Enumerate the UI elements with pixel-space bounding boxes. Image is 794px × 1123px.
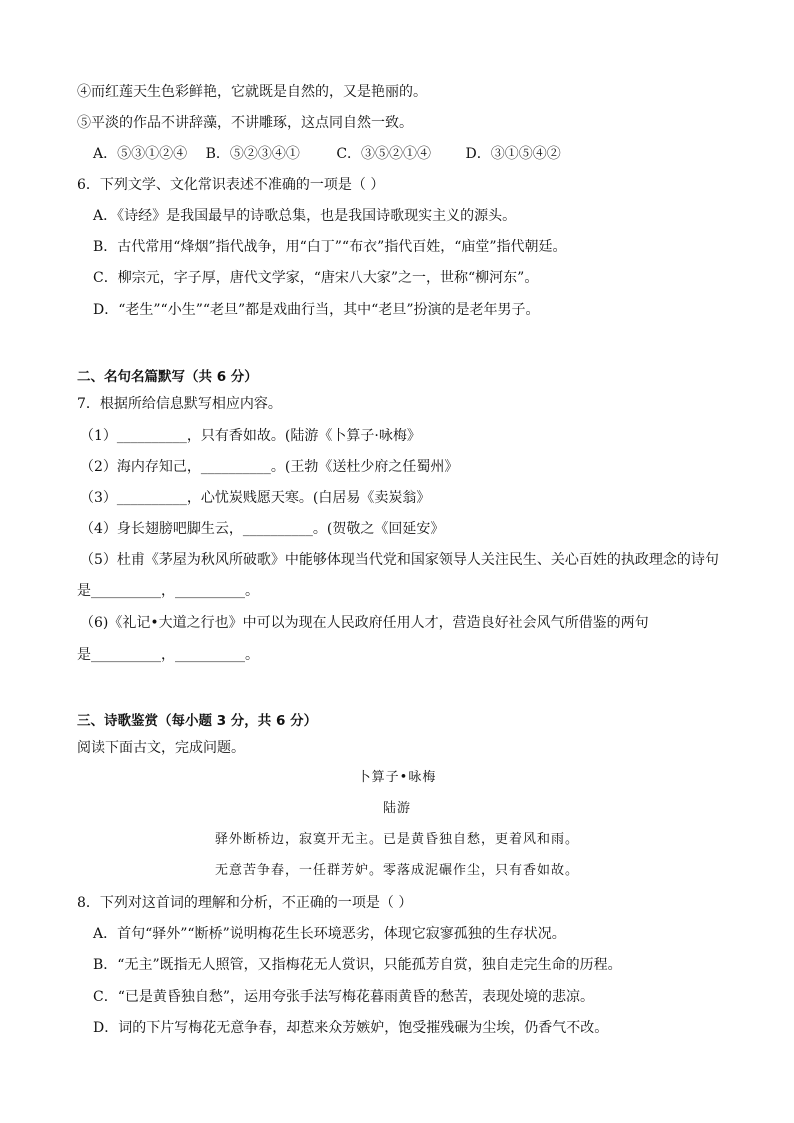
q5-option-d: D．③①⑤④②: [465, 146, 561, 162]
q7-item-5: （5）杜甫《茅屋为秋风所破歌》中能够体现当代党和国家领导人关注民生、关心百姓的执政理念的诗句: [80, 552, 719, 568]
q7-stem: 7．根据所给信息默写相应内容。: [77, 396, 282, 412]
poem-author: 陆游: [382, 801, 411, 816]
q7-item-6: （6)《礼记•大道之行也》中可以为现在人民政府任用人才，营造良好社会风气所借鉴的两句: [80, 615, 649, 631]
section-2-title: 二、名句名篇默写（共 6 分）: [77, 369, 258, 385]
q5-option-c: C．③⑤②①④: [336, 146, 432, 162]
poem-line-1: 驿外断桥边，寂寞开无主。已是黄昏独自愁，更着风和雨。: [214, 832, 579, 847]
q5-options: [93, 144, 575, 164]
q7-item-1: （1）__________，只有香如故。(陆游《卜算子·咏梅》: [80, 428, 421, 444]
q5-option-b: B．⑤②③④①: [205, 146, 300, 162]
q6-option-d: D．“老生”“小生”“老旦”都是戏曲行当，其中“老旦”扮演的是老年男子。: [93, 302, 540, 318]
q6-option-b: B．古代常用“烽烟”指代战争，用“白丁”“布衣”指代百姓，“庙堂”指代朝廷。: [93, 239, 567, 255]
q7-item-4: （4）身长翅膀吧脚生云，__________。(贺敬之《回延安》: [80, 521, 445, 537]
poem-title: 卜算子•咏梅: [357, 770, 437, 785]
q8-stem: 8．下列对这首词的理解和分析，不正确的一项是（ ）: [77, 895, 413, 911]
q8-option-a: A．首句“驿外”“断桥”说明梅花生长环境恶劣，体现它寂寥孤独的生存状况。: [93, 926, 566, 942]
section-3-title: 三、诗歌鉴赏（每小题 3 分，共 6 分）: [77, 713, 318, 729]
q7-item-3: （3）__________，心忧炭贱愿天寒。(白居易《卖炭翁》: [80, 490, 431, 506]
q7-item-2: （2）海内存知己，__________。(王勃《送杜少府之任蜀州》: [80, 459, 459, 475]
q7-item-6-answer: 是__________，__________。: [77, 647, 259, 663]
q7-item-5-answer: 是__________，__________。: [77, 583, 259, 599]
q8-option-b: B．“无主”既指无人照管，又指梅花无人赏识，只能孤芳自赏，独自走完生命的历程。: [93, 957, 622, 973]
q5-item-5: ⑤平淡的作品不讲辞藻，不讲雕琢，这点同自然一致。: [77, 115, 413, 131]
q6-stem: 6．下列文学、文化常识表述不准确的一项是（ ）: [77, 177, 385, 193]
q6-option-c: C．柳宗元，字子厚，唐代文学家，“唐宋八大家”之一，世称“柳河东”。: [93, 270, 539, 286]
q5-item-4: ④而红莲天生色彩鲜艳，它就既是自然的，又是艳丽的。: [77, 84, 427, 100]
section-3-intro: 阅读下面古文，完成问题。: [77, 740, 245, 756]
q5-option-a: A．⑤③①②④: [93, 146, 188, 162]
q6-option-a: A．《诗经》是我国最早的诗歌总集，也是我国诗歌现实主义的源头。: [93, 208, 517, 224]
q8-option-d: D．词的下片写梅花无意争春，却惹来众芳嫉妒，饱受摧残碾为尘埃，仍香气不改。: [93, 1020, 609, 1036]
poem-line-2: 无意苦争春，一任群芳妒。零落成泥碾作尘，只有香如故。: [214, 863, 579, 878]
q8-option-c: C．“已是黄昏独自愁”，运用夸张手法写梅花暮雨黄昏的愁苦，表现处境的悲凉。: [93, 989, 595, 1005]
